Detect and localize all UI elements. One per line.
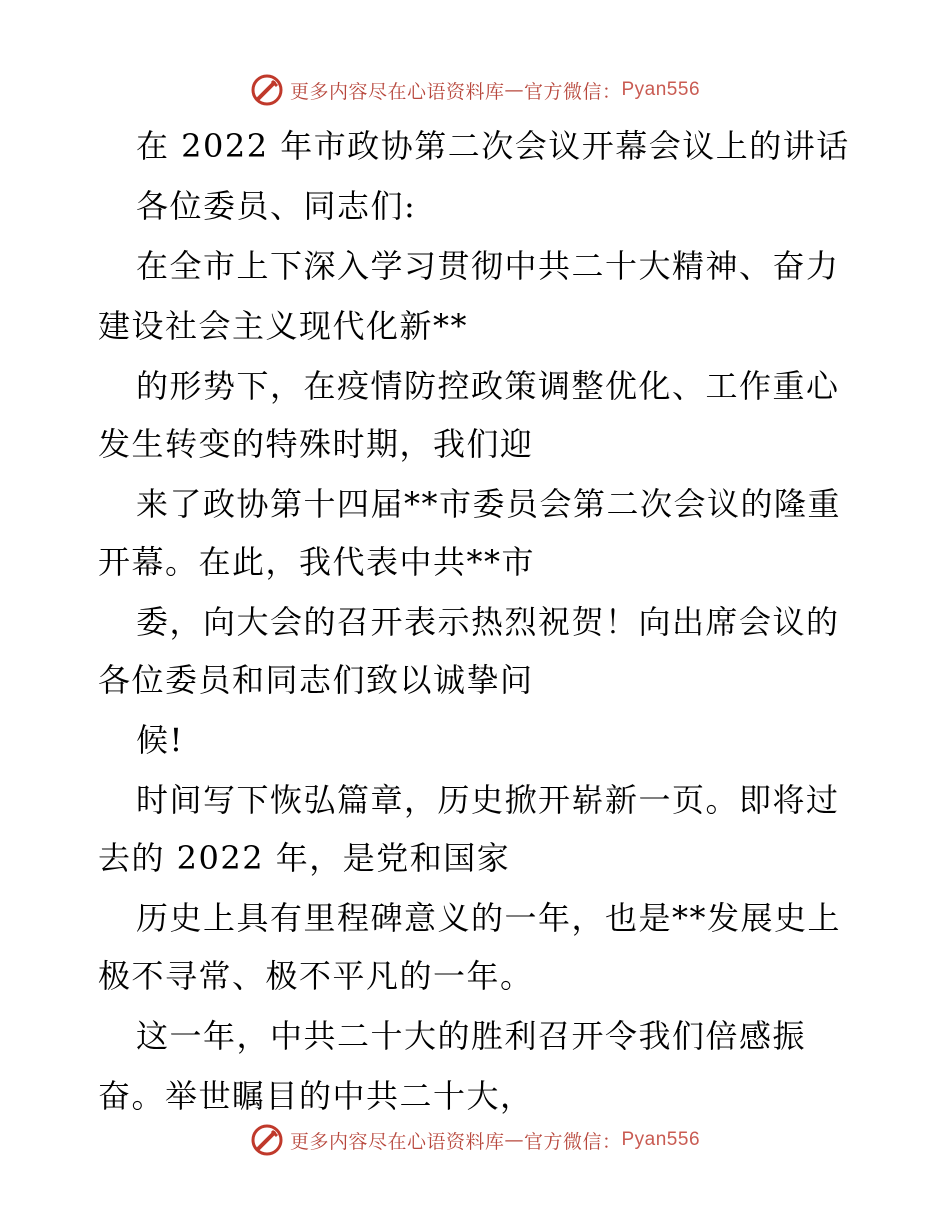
banner-official-label: 官方微信： — [523, 80, 622, 103]
doc-line: 开幕。在此，我代表中共**市 — [98, 543, 536, 581]
banner-official-label: 官方微信： — [523, 1130, 622, 1153]
doc-line: 的形势下，在疫情防控政策调整优化、工作重心 — [136, 367, 840, 405]
doc-title: 在 2022 年市政协第二次会议开幕会议上的讲话 — [136, 127, 850, 165]
banner-dash: — — [504, 79, 524, 101]
banner-wechat-id: Pyan556 — [621, 1129, 701, 1150]
doc-line: 去的 2022 年，是党和国家 — [98, 839, 511, 877]
doc-line: 发生转变的特殊时期，我们迎 — [98, 425, 534, 463]
doc-line: 候! — [136, 721, 184, 759]
watermark-banner-bottom — [0, 1118, 950, 1162]
pen-logo-icon — [250, 1123, 284, 1157]
banner-main-text: 更多内容尽在心语资料库 — [289, 80, 505, 103]
doc-line: 时间写下恢弘篇章，历史掀开崭新一页。即将过 — [136, 781, 840, 819]
doc-line: 各位委员和同志们致以诚挚问 — [98, 661, 534, 699]
doc-line: 建设社会主义现代化新** — [98, 307, 469, 345]
doc-line: 来了政协第十四届**市委员会第二次会议的隆重 — [136, 485, 842, 523]
banner-wechat-id: Pyan556 — [621, 79, 701, 100]
doc-line: 历史上具有里程碑意义的一年，也是**发展史上 — [136, 899, 842, 937]
banner-dash: — — [504, 1129, 524, 1151]
banner-main-text: 更多内容尽在心语资料库 — [289, 1130, 505, 1153]
doc-line: 奋。举世瞩目的中共二十大， — [98, 1077, 534, 1115]
doc-line: 极不寻常、极不平凡的一年。 — [98, 957, 534, 995]
doc-line: 委，向大会的召开表示热烈祝贺！向出席会议的 — [136, 603, 840, 641]
doc-line: 这一年，中共二十大的胜利召开令我们倍感振 — [136, 1017, 807, 1055]
doc-line: 在全市上下深入学习贯彻中共二十大精神、奋力 — [136, 247, 840, 285]
doc-line: 各位委员、同志们: — [136, 187, 417, 225]
